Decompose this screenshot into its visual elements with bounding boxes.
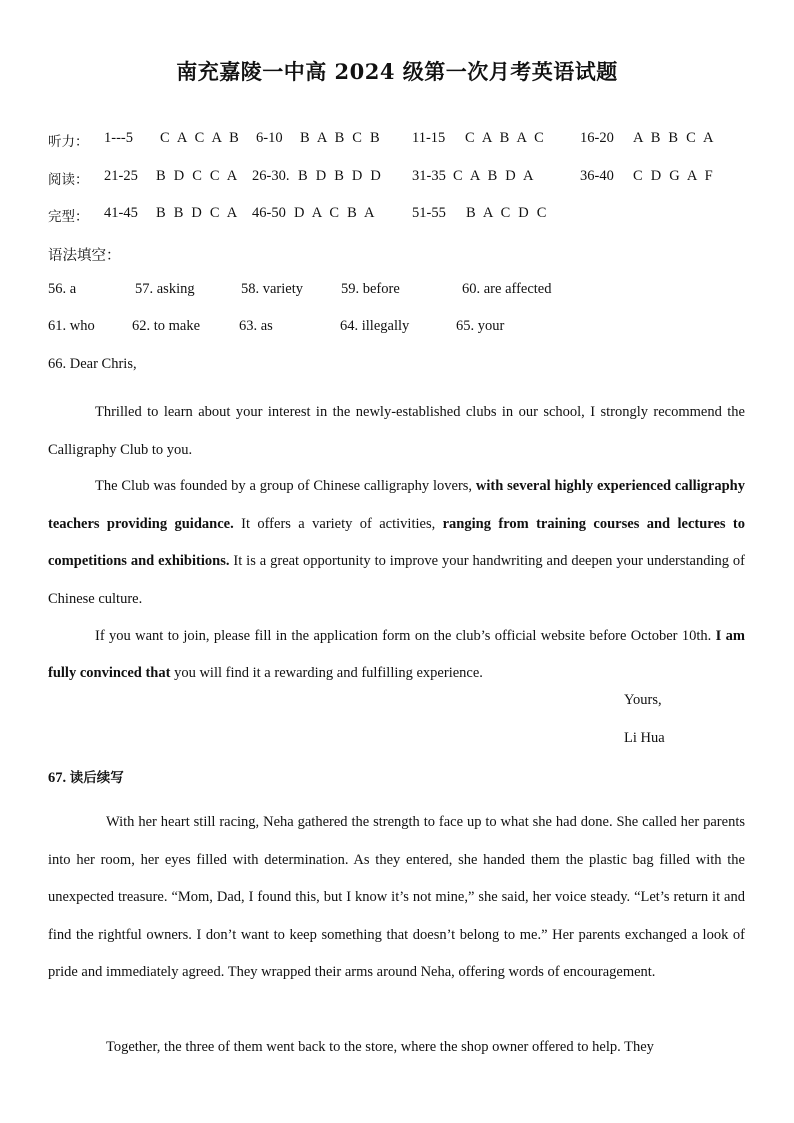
answer-range: 31-35 [412,168,446,184]
answer-range: 16-20 [580,130,614,146]
grammar-answer: 63. as [239,318,273,334]
grammar-answer: 56. a [48,281,77,297]
letter-paragraph-2 [48,468,745,618]
answer-keys: B D B D D [298,168,384,184]
answer-range: 51-55 [412,205,446,221]
answer-range: 36-40 [580,168,614,184]
cloze-label: 完型： [48,209,89,225]
answer-keys: B A B C B [300,130,382,146]
answer-range: 11-15 [412,130,446,146]
continuation-number: 67. [48,770,67,786]
answer-keys: B A C D C [466,205,549,221]
grammar-answer: 60. are affected [462,281,552,297]
answer-keys: B D C C A [156,168,240,184]
answer-keys: C D G A F [633,168,715,184]
letter-closing: Yours, [624,692,662,708]
grammar-answer: 64. illegally [340,318,410,334]
reading-label: 阅读： [48,172,89,188]
answer-range: 6-10 [256,130,283,146]
continuation-paragraph-1: With her heart still racing, Neha gathered the strength to face up to what she had done. She called her parents into her room, her eyes filled with determination. As they entered, she handed them the plastic bag filled with the unexpected treasure. “Mom, Dad, I found this, but I know it’s not mine,” she said, her voice steady. “Let’s return it and find the rightful owners. I don’t want to keep something that doesn’t belong to me.” Her parents exchanged a look of pride and immediately agreed. They wrapped their arms around Neha, offering words of encouragement. [48,814,745,980]
answer-range: 46-50 [252,205,286,221]
letter-paragraph-3 [48,618,745,692]
grammar-answer: 58. variety [241,281,304,297]
letter-signature: Li Hua [624,730,665,746]
continuation-label: 读后续写 [69,770,124,786]
letter-text: It offers a variety of activities, [233,515,443,532]
answer-keys: B B D C A [156,205,240,221]
letter-paragraph-1: Thrilled to learn about your interest in the newly-established clubs in our school, I strongly recommend the Calligraphy Club to you. [48,404,745,458]
grammar-label: 语法填空： [48,248,121,264]
letter-highlight: with several highly experienced calligraphy teachers providing guidance. [48,478,745,532]
letter-highlight: ranging from training courses and lectures to competitions and exhibitions. [48,515,746,569]
answer-keys: C A C A B [160,130,242,146]
answer-range: 26-30. [252,168,290,184]
letter-text: The Club was founded by a group of Chinese calligraphy lovers, [95,478,476,494]
answer-range: 21-25 [104,168,138,184]
letter-highlight: I am fully convinced that [48,628,745,681]
grammar-answer: 62. to make [132,318,201,334]
letter-text: you will find it a rewarding and fulfilling experience. [170,665,483,681]
continuation-paragraph-2: Together, the three of them went back to the store, where the shop owner offered to help. They [106,1039,654,1055]
letter-text: If you want to join, please fill in the application form on the club’s official website before October 10th. [95,628,716,644]
answer-keys: D A C B A [294,205,377,221]
letter-text: It is a great opportunity to improve your handwriting and deepen your understanding of Chinese culture. [48,553,745,607]
answer-keys: C A B A C [465,130,547,146]
page-title: 南充嘉陵一中高 2024 级第一次月考英语试题 [176,59,618,84]
answer-keys: A B B C A [633,130,716,146]
letter-salutation: 66. Dear Chris, [48,356,137,372]
answer-keys: C A B D A [453,168,536,184]
grammar-answer: 61. who [48,318,95,334]
grammar-answer: 57. asking [135,281,195,297]
answer-range: 1---5 [104,130,133,146]
answer-range: 41-45 [104,205,138,221]
grammar-answer: 65. your [456,318,505,334]
grammar-answer: 59. before [341,281,400,297]
listening-label: 听力： [48,134,89,150]
continuation-heading [48,766,124,787]
